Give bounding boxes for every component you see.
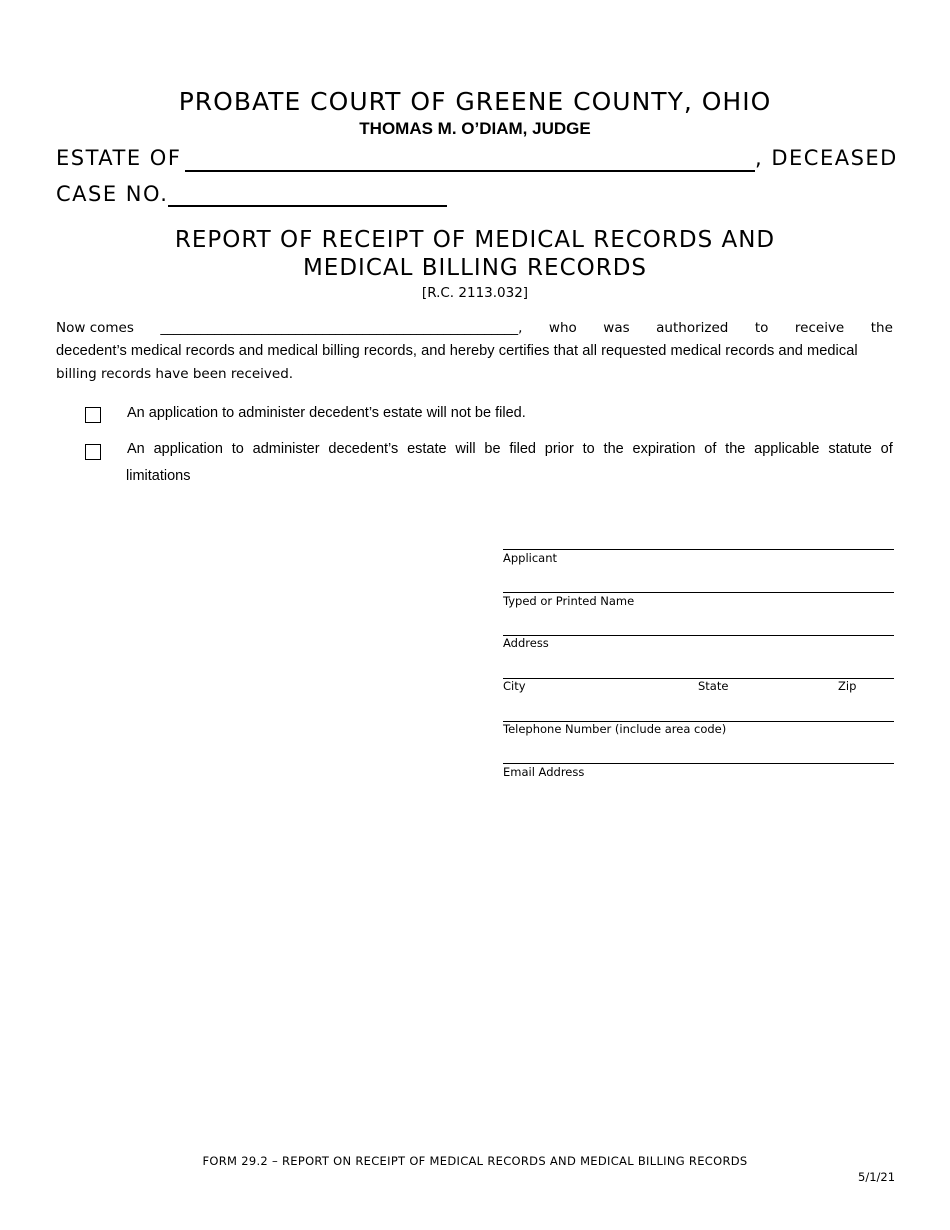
paragraph-line-2: decedent’s medical records and medical billing records, and hereby certifies that all requested medical records and medical xyxy=(56,343,858,359)
deceased-label: , DECEASED xyxy=(755,146,898,170)
checkbox-will-be-filed[interactable] xyxy=(85,444,101,460)
applicant-signature-line[interactable] xyxy=(503,549,894,550)
certification-paragraph xyxy=(56,317,893,386)
word: will xyxy=(455,441,476,457)
name-blank[interactable]: _____________________________________________________, xyxy=(160,320,523,336)
address-line[interactable] xyxy=(503,635,894,636)
word: of xyxy=(880,441,893,457)
option-not-filed-label: An application to administer decedent’s estate will not be filed. xyxy=(127,405,526,421)
revision-date: 5/1/21 xyxy=(858,1170,896,1184)
word: administer xyxy=(252,441,320,457)
word: the xyxy=(725,441,746,457)
word: application xyxy=(153,441,223,457)
word: authorized xyxy=(656,320,729,336)
intro-text: Now comes xyxy=(56,320,134,336)
email-line[interactable] xyxy=(503,763,894,764)
word: expiration xyxy=(632,441,696,457)
word: An xyxy=(127,441,145,457)
estate-row xyxy=(56,146,181,170)
word: of xyxy=(704,441,717,457)
form-title-line-2: MEDICAL BILLING RECORDS xyxy=(302,255,648,281)
case-row xyxy=(56,182,168,206)
option-will-be-filed-line-2: limitations xyxy=(126,468,191,484)
word: to xyxy=(582,441,595,457)
email-label: Email Address xyxy=(503,765,585,779)
word: to xyxy=(231,441,244,457)
paragraph-line-3: billing records have been received. xyxy=(56,366,294,382)
applicant-label: Applicant xyxy=(503,551,558,565)
address-label: Address xyxy=(503,636,549,650)
estate-name-field[interactable] xyxy=(185,170,755,172)
word: be xyxy=(484,441,501,457)
court-name: PROBATE COURT OF GREENE COUNTY, OHIO xyxy=(178,87,772,116)
option-will-be-filed-line-1 xyxy=(127,441,893,457)
paragraph-line-1 xyxy=(56,317,893,340)
judge-name: THOMAS M. O’DIAM, JUDGE xyxy=(359,119,591,138)
word: who xyxy=(548,320,577,336)
word: was xyxy=(603,320,630,336)
word: the xyxy=(870,320,893,336)
state-label: State xyxy=(698,679,729,693)
word: statute xyxy=(828,441,872,457)
case-number-field[interactable] xyxy=(168,205,447,207)
statute-citation: [R.C. 2113.032] xyxy=(421,285,529,301)
form-title-line-1: REPORT OF RECEIPT OF MEDICAL RECORDS AND xyxy=(174,227,776,253)
word: applicable xyxy=(754,441,820,457)
telephone-label: Telephone Number (include area code) xyxy=(503,722,727,736)
printed-name-label: Typed or Printed Name xyxy=(503,594,635,608)
word: decedent’s xyxy=(328,441,399,457)
word: to xyxy=(754,320,769,336)
form-footer: FORM 29.2 – REPORT ON RECEIPT OF MEDICAL RECORDS AND MEDICAL BILLING RECORDS xyxy=(202,1154,748,1168)
word: the xyxy=(603,441,624,457)
case-no-label: CASE NO. xyxy=(56,182,169,206)
checkbox-not-filed[interactable] xyxy=(85,407,101,423)
word: estate xyxy=(407,441,447,457)
estate-of-label: ESTATE OF xyxy=(56,146,182,170)
city-label: City xyxy=(503,679,526,693)
printed-name-line[interactable] xyxy=(503,592,894,593)
word: receive xyxy=(794,320,845,336)
zip-label: Zip xyxy=(838,679,857,693)
word: prior xyxy=(544,441,574,457)
word: filed xyxy=(509,441,536,457)
